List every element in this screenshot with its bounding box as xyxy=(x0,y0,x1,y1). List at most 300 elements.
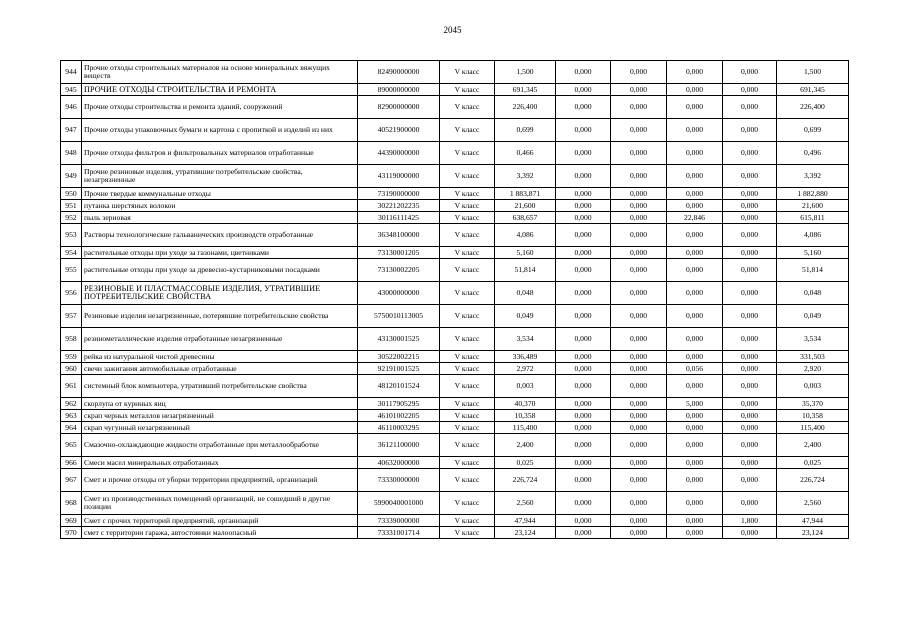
value-col-4: 0,000 xyxy=(667,469,723,492)
value-total: 615,811 xyxy=(777,212,849,224)
hazard-class: V класс xyxy=(440,363,495,375)
row-number: 952 xyxy=(61,212,82,224)
value-generated: 40,370 xyxy=(495,398,556,410)
value-generated: 1 883,871 xyxy=(495,188,556,200)
waste-name: Смеси масел минеральных отработанных xyxy=(82,457,358,469)
row-number: 957 xyxy=(61,305,82,328)
waste-name: Прочие резиновые изделия, утратившие потребительские свойства, незагрязненные xyxy=(82,165,358,188)
value-total: 331,503 xyxy=(777,351,849,363)
row-number: 956 xyxy=(61,282,82,305)
row-number: 964 xyxy=(61,422,82,434)
waste-name: рейка из натуральной чистой древесины xyxy=(82,351,358,363)
waste-name: Смет и прочие отходы от уборки территории предприятий, организаций xyxy=(82,469,358,492)
value-generated: 1,500 xyxy=(495,61,556,84)
value-generated: 5,160 xyxy=(495,247,556,259)
value-col-4: 0,000 xyxy=(667,119,723,142)
row-number: 946 xyxy=(61,96,82,119)
waste-name: смет с территории гаража, автостоянки малоопасный xyxy=(82,527,358,539)
table-body xyxy=(61,61,849,539)
hazard-class: V класс xyxy=(440,84,495,96)
value-col-5: 0,000 xyxy=(723,61,777,84)
value-col-5: 0,000 xyxy=(723,328,777,351)
value-col-3: 0,000 xyxy=(611,96,667,119)
waste-code: 73331001714 xyxy=(358,527,440,539)
value-col-4: 0,000 xyxy=(667,457,723,469)
table-row xyxy=(61,351,849,363)
value-col-4: 0,000 xyxy=(667,188,723,200)
waste-table xyxy=(60,60,849,539)
hazard-class: V класс xyxy=(440,188,495,200)
hazard-class: V класс xyxy=(440,119,495,142)
waste-code: 89000000000 xyxy=(358,84,440,96)
value-col-3: 0,000 xyxy=(611,247,667,259)
value-col-4: 0,000 xyxy=(667,375,723,398)
value-generated: 0,025 xyxy=(495,457,556,469)
value-col-3: 0,000 xyxy=(611,212,667,224)
hazard-class: V класс xyxy=(440,282,495,305)
waste-code: 73339000000 xyxy=(358,515,440,527)
hazard-class: V класс xyxy=(440,398,495,410)
hazard-class: V класс xyxy=(440,375,495,398)
value-total: 0,048 xyxy=(777,282,849,305)
table-row xyxy=(61,305,849,328)
hazard-class: V класс xyxy=(440,165,495,188)
waste-name: системный блок компьютера, утративший потребительские свойства xyxy=(82,375,358,398)
value-col-2: 0,000 xyxy=(556,188,611,200)
value-col-2: 0,000 xyxy=(556,142,611,165)
value-col-2: 0,000 xyxy=(556,305,611,328)
value-col-4: 0,000 xyxy=(667,84,723,96)
hazard-class: V класс xyxy=(440,305,495,328)
value-generated: 638,657 xyxy=(495,212,556,224)
waste-code: 30116111425 xyxy=(358,212,440,224)
row-number: 960 xyxy=(61,363,82,375)
hazard-class: V класс xyxy=(440,212,495,224)
value-col-5: 0,000 xyxy=(723,457,777,469)
value-col-3: 0,000 xyxy=(611,469,667,492)
value-col-4: 0,000 xyxy=(667,305,723,328)
row-number: 963 xyxy=(61,410,82,422)
value-col-5: 0,000 xyxy=(723,84,777,96)
value-col-3: 0,000 xyxy=(611,363,667,375)
value-col-3: 0,000 xyxy=(611,527,667,539)
value-col-2: 0,000 xyxy=(556,96,611,119)
table-row xyxy=(61,363,849,375)
waste-code: 5750010113005 xyxy=(358,305,440,328)
value-col-2: 0,000 xyxy=(556,282,611,305)
page-number: 2045 xyxy=(443,25,462,35)
value-generated: 47,944 xyxy=(495,515,556,527)
table-row xyxy=(61,84,849,96)
value-col-5: 0,000 xyxy=(723,305,777,328)
value-generated: 23,124 xyxy=(495,527,556,539)
value-col-5: 0,000 xyxy=(723,363,777,375)
table-row xyxy=(61,457,849,469)
value-col-4: 0,056 xyxy=(667,363,723,375)
waste-name: Прочие отходы упаковочных бумаги и картона с пропиткой и изделий из них xyxy=(82,119,358,142)
value-total: 5,160 xyxy=(777,247,849,259)
value-total: 2,560 xyxy=(777,492,849,515)
row-number: 970 xyxy=(61,527,82,539)
table-row xyxy=(61,515,849,527)
hazard-class: V класс xyxy=(440,351,495,363)
value-col-5: 0,000 xyxy=(723,212,777,224)
hazard-class: V класс xyxy=(440,434,495,457)
hazard-class: V класс xyxy=(440,422,495,434)
value-col-4: 0,000 xyxy=(667,224,723,247)
waste-code: 92191001525 xyxy=(358,363,440,375)
waste-code: 30117905295 xyxy=(358,398,440,410)
value-col-2: 0,000 xyxy=(556,247,611,259)
value-generated: 226,724 xyxy=(495,469,556,492)
value-col-5: 0,000 xyxy=(723,96,777,119)
value-col-3: 0,000 xyxy=(611,200,667,212)
value-col-5: 0,000 xyxy=(723,410,777,422)
value-generated: 10,358 xyxy=(495,410,556,422)
waste-name: резинометаллические изделия отработанные незагрязненные xyxy=(82,328,358,351)
table-row xyxy=(61,212,849,224)
row-number: 968 xyxy=(61,492,82,515)
row-number: 969 xyxy=(61,515,82,527)
value-col-4: 0,000 xyxy=(667,142,723,165)
value-col-2: 0,000 xyxy=(556,259,611,282)
hazard-class: V класс xyxy=(440,328,495,351)
value-col-2: 0,000 xyxy=(556,434,611,457)
waste-name: скорлупа от куриных яиц xyxy=(82,398,358,410)
value-col-2: 0,000 xyxy=(556,527,611,539)
waste-code: 48120101524 xyxy=(358,375,440,398)
table-row xyxy=(61,398,849,410)
waste-code: 73190000000 xyxy=(358,188,440,200)
value-col-2: 0,000 xyxy=(556,328,611,351)
value-col-2: 0,000 xyxy=(556,469,611,492)
value-generated: 336,489 xyxy=(495,351,556,363)
value-col-4: 0,000 xyxy=(667,61,723,84)
value-col-3: 0,000 xyxy=(611,259,667,282)
value-col-5: 0,000 xyxy=(723,398,777,410)
waste-code: 36121100000 xyxy=(358,434,440,457)
waste-code: 73130002205 xyxy=(358,259,440,282)
value-generated: 0,699 xyxy=(495,119,556,142)
value-col-2: 0,000 xyxy=(556,200,611,212)
value-generated: 2,972 xyxy=(495,363,556,375)
value-col-5: 0,000 xyxy=(723,527,777,539)
value-col-4: 0,000 xyxy=(667,492,723,515)
row-number: 953 xyxy=(61,224,82,247)
row-number: 945 xyxy=(61,84,82,96)
value-col-5: 0,000 xyxy=(723,351,777,363)
value-col-4: 0,000 xyxy=(667,165,723,188)
waste-name: свечи зажигания автомобильные отработанные xyxy=(82,363,358,375)
value-col-5: 0,000 xyxy=(723,119,777,142)
waste-name: Смет с прочих территорий предприятий, организаций xyxy=(82,515,358,527)
value-total: 3,534 xyxy=(777,328,849,351)
value-generated: 0,049 xyxy=(495,305,556,328)
value-col-4: 0,000 xyxy=(667,410,723,422)
waste-name: Прочие отходы строительства и ремонта зданий, сооружений xyxy=(82,96,358,119)
value-col-5: 0,000 xyxy=(723,188,777,200)
value-col-5: 0,000 xyxy=(723,142,777,165)
waste-name: растительные отходы при уходе за газонами, цветниками xyxy=(82,247,358,259)
value-total: 3,392 xyxy=(777,165,849,188)
value-col-3: 0,000 xyxy=(611,142,667,165)
value-col-2: 0,000 xyxy=(556,492,611,515)
value-generated: 0,048 xyxy=(495,282,556,305)
value-col-3: 0,000 xyxy=(611,61,667,84)
row-number: 959 xyxy=(61,351,82,363)
value-col-3: 0,000 xyxy=(611,410,667,422)
waste-name: Растворы технологические гальванических производств отработанные xyxy=(82,224,358,247)
waste-name: РЕЗИНОВЫЕ И ПЛАСТМАССОВЫЕ ИЗДЕЛИЯ, УТРАТИВШИЕ ПОТРЕБИТЕЛЬСКИЕ СВОЙСТВА xyxy=(82,282,358,305)
value-col-3: 0,000 xyxy=(611,165,667,188)
value-col-5: 0,000 xyxy=(723,282,777,305)
value-col-3: 0,000 xyxy=(611,398,667,410)
row-number: 967 xyxy=(61,469,82,492)
table-row xyxy=(61,492,849,515)
value-col-5: 0,000 xyxy=(723,224,777,247)
value-col-5: 0,000 xyxy=(723,469,777,492)
waste-name: Прочие отходы фильтров и фильтровальных материалов отработанные xyxy=(82,142,358,165)
value-col-5: 1,800 xyxy=(723,515,777,527)
value-col-2: 0,000 xyxy=(556,84,611,96)
waste-code: 73130001205 xyxy=(358,247,440,259)
value-total: 51,814 xyxy=(777,259,849,282)
value-col-2: 0,000 xyxy=(556,61,611,84)
hazard-class: V класс xyxy=(440,61,495,84)
value-col-2: 0,000 xyxy=(556,410,611,422)
value-generated: 51,814 xyxy=(495,259,556,282)
value-total: 226,724 xyxy=(777,469,849,492)
hazard-class: V класс xyxy=(440,469,495,492)
row-number: 954 xyxy=(61,247,82,259)
waste-name: растительные отходы при уходе за древесно-кустарниковыми посадками xyxy=(82,259,358,282)
row-number: 949 xyxy=(61,165,82,188)
table-row xyxy=(61,188,849,200)
value-col-3: 0,000 xyxy=(611,351,667,363)
row-number: 961 xyxy=(61,375,82,398)
row-number: 965 xyxy=(61,434,82,457)
table-row xyxy=(61,142,849,165)
row-number: 962 xyxy=(61,398,82,410)
row-number: 944 xyxy=(61,61,82,84)
waste-name: Прочие отходы строительных материалов на основе минеральных вяжущих веществ xyxy=(82,61,358,84)
value-generated: 115,400 xyxy=(495,422,556,434)
waste-code: 73330000000 xyxy=(358,469,440,492)
value-col-2: 0,000 xyxy=(556,422,611,434)
waste-name: ПРОЧИЕ ОТХОДЫ СТРОИТЕЛЬСТВА И РЕМОНТА xyxy=(82,84,358,96)
value-col-2: 0,000 xyxy=(556,515,611,527)
value-col-2: 0,000 xyxy=(556,165,611,188)
value-col-4: 0,000 xyxy=(667,422,723,434)
value-col-4: 22,846 xyxy=(667,212,723,224)
hazard-class: V класс xyxy=(440,200,495,212)
value-col-4: 0,000 xyxy=(667,200,723,212)
waste-code: 44390000000 xyxy=(358,142,440,165)
waste-name: путанка шерстяных волокон xyxy=(82,200,358,212)
table-row xyxy=(61,469,849,492)
value-generated: 4,086 xyxy=(495,224,556,247)
value-col-2: 0,000 xyxy=(556,119,611,142)
hazard-class: V класс xyxy=(440,259,495,282)
value-total: 0,025 xyxy=(777,457,849,469)
value-total: 691,345 xyxy=(777,84,849,96)
value-col-2: 0,000 xyxy=(556,363,611,375)
value-col-5: 0,000 xyxy=(723,247,777,259)
waste-name: Прочие твердые коммунальные отходы xyxy=(82,188,358,200)
value-total: 2,400 xyxy=(777,434,849,457)
table-row xyxy=(61,422,849,434)
value-generated: 3,392 xyxy=(495,165,556,188)
waste-code: 46101002205 xyxy=(358,410,440,422)
value-col-4: 0,000 xyxy=(667,328,723,351)
value-col-2: 0,000 xyxy=(556,212,611,224)
value-total: 115,400 xyxy=(777,422,849,434)
value-total: 0,496 xyxy=(777,142,849,165)
table-row xyxy=(61,328,849,351)
value-col-4: 5,000 xyxy=(667,398,723,410)
value-col-4: 0,000 xyxy=(667,434,723,457)
value-col-3: 0,000 xyxy=(611,434,667,457)
value-col-3: 0,000 xyxy=(611,224,667,247)
table-row xyxy=(61,247,849,259)
value-col-4: 0,000 xyxy=(667,527,723,539)
waste-code: 43000000000 xyxy=(358,282,440,305)
value-col-3: 0,000 xyxy=(611,305,667,328)
value-generated: 2,400 xyxy=(495,434,556,457)
value-total: 0,049 xyxy=(777,305,849,328)
value-col-2: 0,000 xyxy=(556,351,611,363)
value-col-3: 0,000 xyxy=(611,515,667,527)
waste-name: Смазочно-охлаждающие жидкости отработанные при металлообработке xyxy=(82,434,358,457)
value-total: 21,600 xyxy=(777,200,849,212)
hazard-class: V класс xyxy=(440,527,495,539)
hazard-class: V класс xyxy=(440,410,495,422)
hazard-class: V класс xyxy=(440,142,495,165)
value-col-5: 0,000 xyxy=(723,165,777,188)
table-row xyxy=(61,119,849,142)
value-col-3: 0,000 xyxy=(611,457,667,469)
value-total: 1 882,880 xyxy=(777,188,849,200)
value-total: 47,944 xyxy=(777,515,849,527)
row-number: 966 xyxy=(61,457,82,469)
waste-name: пыль зерновая xyxy=(82,212,358,224)
value-col-3: 0,000 xyxy=(611,422,667,434)
value-total: 35,370 xyxy=(777,398,849,410)
value-col-3: 0,000 xyxy=(611,119,667,142)
waste-name: Смет из производственных помещений организаций, не сошедший в другие позиции xyxy=(82,492,358,515)
value-generated: 691,345 xyxy=(495,84,556,96)
value-col-3: 0,000 xyxy=(611,328,667,351)
value-total: 0,699 xyxy=(777,119,849,142)
waste-code: 43119000000 xyxy=(358,165,440,188)
value-col-3: 0,000 xyxy=(611,375,667,398)
waste-code: 40521900000 xyxy=(358,119,440,142)
row-number: 955 xyxy=(61,259,82,282)
hazard-class: V класс xyxy=(440,224,495,247)
waste-code: 36348100000 xyxy=(358,224,440,247)
value-total: 226,400 xyxy=(777,96,849,119)
table-row xyxy=(61,61,849,84)
table-row xyxy=(61,410,849,422)
waste-code: 30221202235 xyxy=(358,200,440,212)
value-col-5: 0,000 xyxy=(723,259,777,282)
waste-code: 43130001525 xyxy=(358,328,440,351)
value-generated: 21,600 xyxy=(495,200,556,212)
table-row xyxy=(61,224,849,247)
table-row xyxy=(61,527,849,539)
waste-code: 82900000000 xyxy=(358,96,440,119)
value-total: 1,500 xyxy=(777,61,849,84)
hazard-class: V класс xyxy=(440,515,495,527)
waste-code: 5990040001000 xyxy=(358,492,440,515)
hazard-class: V класс xyxy=(440,247,495,259)
row-number: 948 xyxy=(61,142,82,165)
row-number: 947 xyxy=(61,119,82,142)
waste-code: 46110003295 xyxy=(358,422,440,434)
value-col-4: 0,000 xyxy=(667,96,723,119)
hazard-class: V класс xyxy=(440,457,495,469)
value-col-3: 0,000 xyxy=(611,282,667,305)
waste-code: 82490000000 xyxy=(358,61,440,84)
value-col-2: 0,000 xyxy=(556,375,611,398)
value-total: 23,124 xyxy=(777,527,849,539)
waste-name: скрап черных металлов незагрязненный xyxy=(82,410,358,422)
value-col-2: 0,000 xyxy=(556,398,611,410)
value-col-2: 0,000 xyxy=(556,224,611,247)
value-total: 10,358 xyxy=(777,410,849,422)
value-col-4: 0,000 xyxy=(667,515,723,527)
value-col-4: 0,000 xyxy=(667,282,723,305)
value-col-5: 0,000 xyxy=(723,492,777,515)
value-col-5: 0,000 xyxy=(723,434,777,457)
value-col-2: 0,000 xyxy=(556,457,611,469)
value-col-3: 0,000 xyxy=(611,492,667,515)
value-generated: 226,400 xyxy=(495,96,556,119)
table-row xyxy=(61,282,849,305)
value-col-5: 0,000 xyxy=(723,422,777,434)
table-row xyxy=(61,165,849,188)
table-row xyxy=(61,96,849,119)
value-col-4: 0,000 xyxy=(667,351,723,363)
table-row xyxy=(61,434,849,457)
value-generated: 2,560 xyxy=(495,492,556,515)
value-generated: 3,534 xyxy=(495,328,556,351)
value-col-3: 0,000 xyxy=(611,84,667,96)
table-row xyxy=(61,259,849,282)
value-total: 2,920 xyxy=(777,363,849,375)
waste-code: 30522002215 xyxy=(358,351,440,363)
value-col-4: 0,000 xyxy=(667,247,723,259)
row-number: 951 xyxy=(61,200,82,212)
value-total: 4,086 xyxy=(777,224,849,247)
value-total: 0,003 xyxy=(777,375,849,398)
row-number: 950 xyxy=(61,188,82,200)
hazard-class: V класс xyxy=(440,492,495,515)
table-row xyxy=(61,200,849,212)
table-row xyxy=(61,375,849,398)
value-col-5: 0,000 xyxy=(723,200,777,212)
value-col-5: 0,000 xyxy=(723,375,777,398)
waste-name: Резиновые изделия незагрязненные, потерявшие потребительские свойства xyxy=(82,305,358,328)
row-number: 958 xyxy=(61,328,82,351)
value-col-3: 0,000 xyxy=(611,188,667,200)
value-col-4: 0,000 xyxy=(667,259,723,282)
waste-name: скрап чугунный незагрязненный xyxy=(82,422,358,434)
waste-code: 40632000000 xyxy=(358,457,440,469)
value-generated: 0,466 xyxy=(495,142,556,165)
value-generated: 0,003 xyxy=(495,375,556,398)
hazard-class: V класс xyxy=(440,96,495,119)
